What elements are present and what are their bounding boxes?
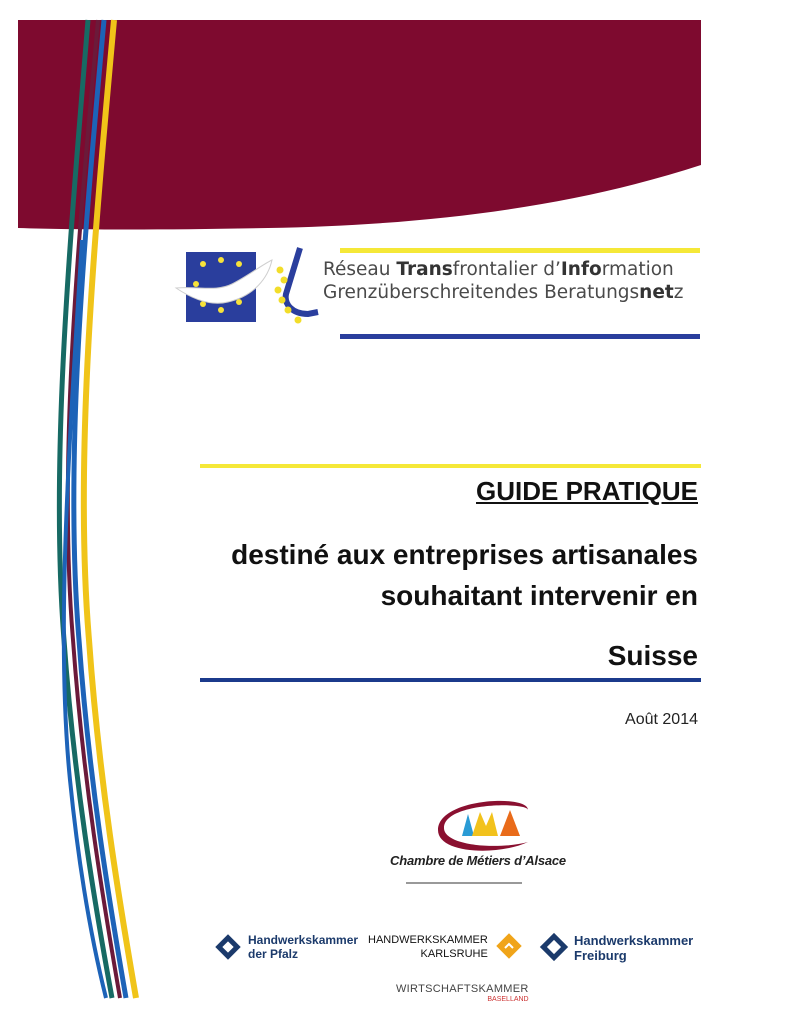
subtitle-line-1: destiné aux entreprises artisanales: [231, 539, 698, 570]
karlsruhe-logo-icon: [496, 933, 522, 959]
cma-logo: [378, 780, 578, 890]
cover-page: [18, 20, 701, 1003]
rti-line-fr: Réseau Transfrontalier d’Information: [323, 259, 674, 280]
publication-date: Août 2014: [625, 711, 698, 728]
partner-karlsruhe: HANDWERKSKAMMER KARLSRUHE: [368, 934, 488, 960]
subtitle-line-2: souhaitant intervenir en: [380, 580, 698, 611]
decorative-swoosh: [18, 20, 178, 998]
cma-label: Chambre de Métiers d’Alsace: [390, 853, 566, 868]
blue-rule: [200, 678, 701, 682]
pfalz-logo-icon: [216, 935, 240, 959]
guide-subtitle: [178, 534, 698, 616]
rti-line-de: Grenzüberschreitendes Beratungsnetz: [323, 282, 684, 303]
guide-title: GUIDE PRATIQUE: [476, 476, 698, 506]
country-name: Suisse: [607, 640, 698, 671]
partner-freiburg: Handwerkskammer Freiburg: [574, 933, 694, 963]
yellow-rule: [200, 464, 701, 468]
partner-pfalz: Handwerkskammer der Pfalz: [248, 933, 359, 961]
rti-logo-text: [323, 258, 683, 304]
freiburg-logo-icon: [540, 933, 568, 961]
partner-baselland: WIRTSCHAFTSKAMMER BASELLAND: [396, 983, 529, 1003]
